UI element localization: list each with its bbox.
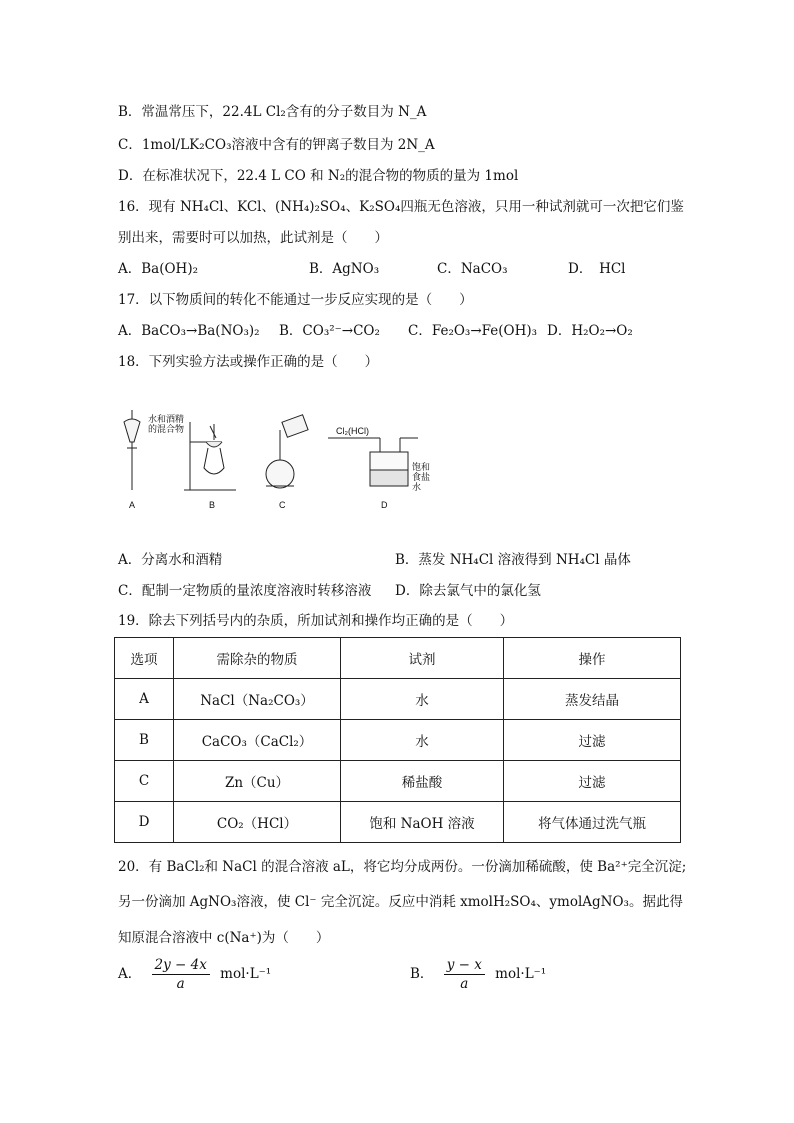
fraction-denominator: a	[460, 976, 469, 992]
q15-option-c: C．1mol/LK₂CO₃溶液中含有的钾离子数目为 2N_A	[118, 137, 435, 153]
option-b-unit: mol·L⁻¹	[495, 966, 547, 982]
q18-option-d: D．除去氯气中的氯化氢	[395, 583, 541, 599]
header-cell: 选项	[115, 638, 174, 679]
table-cell: NaCl（Na₂CO₃）	[174, 679, 341, 720]
gas-wash-bottle	[328, 438, 418, 486]
table-row	[115, 761, 681, 802]
fraction-denominator: a	[176, 976, 185, 992]
header-cell: 需除杂的物质	[174, 638, 341, 679]
evaporation-stand	[184, 422, 236, 490]
option-b-label: B．	[410, 966, 434, 982]
table-cell: Zn（Cu）	[174, 761, 341, 802]
fraction-numerator: y − x	[444, 956, 485, 975]
q19-stem: 19．除去下列括号内的杂质，所加试剂和操作均正确的是（ ）	[118, 613, 514, 629]
q20-stem-line2: 另一份滴加 AgNO₃溶液，使 Cl⁻ 完全沉淀。反应中消耗 xmolH₂SO₄、ymolAgNO₃。据此得	[118, 894, 683, 910]
table-cell: 过滤	[504, 720, 681, 761]
option-b-fraction	[444, 956, 485, 993]
q16-option-d: D． HCl	[568, 261, 626, 277]
table-cell: 稀盐酸	[341, 761, 504, 802]
table-cell: 将气体通过洗气瓶	[504, 802, 681, 843]
q16-option-b: B．AgNO₃	[309, 261, 380, 277]
q16-option-c: C．NaCO₃	[437, 261, 508, 277]
q18-option-c: C．配制一定物质的量浓度溶液时转移溶液	[118, 583, 372, 599]
table-row	[115, 802, 681, 843]
table-row	[115, 720, 681, 761]
table-cell: 蒸发结晶	[504, 679, 681, 720]
option-a-label: A．	[118, 966, 142, 982]
table-cell: A	[115, 679, 174, 720]
q18-apparatus-figure	[118, 408, 458, 516]
q20-option-a	[118, 956, 271, 993]
figure-d-liquid-note: 饱和食盐水	[412, 462, 431, 492]
q18-stem: 18．下列实验方法或操作正确的是（ ）	[118, 354, 379, 370]
q20-stem-line3: 知原混合溶液中 c(Na⁺)为（ ）	[118, 930, 330, 946]
figure-a-note: 水和酒精的混合物	[148, 414, 185, 434]
table-cell: CO₂（HCl）	[174, 802, 341, 843]
figure-label-d: D	[381, 500, 388, 510]
q16-stem-line2: 别出来，需要时可以加热，此试剂是（ ）	[118, 230, 388, 246]
table-header-row	[115, 638, 681, 679]
q17-option-c: C．Fe₂O₃→Fe(OH)₃	[408, 323, 538, 339]
table-cell: 饱和 NaOH 溶液	[341, 802, 504, 843]
option-a-unit: mol·L⁻¹	[220, 966, 272, 982]
q17-option-b: B．CO₃²⁻→CO₂	[279, 323, 380, 339]
q17-option-d: D．H₂O₂→O₂	[547, 323, 633, 339]
table-cell: B	[115, 720, 174, 761]
fraction-numerator: 2y − 4x	[152, 956, 210, 975]
figure-d-gas-note: Cl₂(HCl)	[336, 426, 369, 436]
table-cell: C	[115, 761, 174, 802]
q17-stem: 17．以下物质间的转化不能通过一步反应实现的是（ ）	[118, 292, 473, 308]
q18-option-b: B．蒸发 NH₄Cl 溶液得到 NH₄Cl 晶体	[395, 552, 631, 568]
table-row	[115, 679, 681, 720]
q16-option-a: A．Ba(OH)₂	[118, 261, 199, 277]
option-a-fraction	[152, 956, 210, 993]
table-cell: 过滤	[504, 761, 681, 802]
q19-table	[114, 637, 681, 843]
q20-stem-line1: 20．有 BaCl₂和 NaCl 的混合溶液 aL，将它均分成两份。一份滴加稀硫酸，使 Ba²⁺完全沉淀;	[118, 859, 687, 875]
q20-option-b	[410, 956, 546, 993]
header-cell: 试剂	[341, 638, 504, 679]
q18-option-a: A．分离水和酒精	[118, 552, 223, 568]
figure-label-a: A	[129, 500, 136, 510]
table-cell: 水	[341, 679, 504, 720]
q17-option-a: A．BaCO₃→Ba(NO₃)₂	[118, 323, 260, 339]
table-cell: CaCO₃（CaCl₂）	[174, 720, 341, 761]
table-cell: 水	[341, 720, 504, 761]
q15-option-d: D．在标准状况下，22.4 L CO 和 N₂的混合物的物质的量为 1mol	[118, 168, 519, 184]
volumetric-flask	[266, 415, 308, 488]
header-cell: 操作	[504, 638, 681, 679]
q15-option-b: B．常温常压下，22.4L Cl₂含有的分子数目为 N_A	[118, 104, 427, 120]
figure-label-c: C	[279, 500, 286, 510]
separatory-funnel	[124, 410, 140, 490]
figure-label-b: B	[209, 500, 216, 510]
q16-stem-line1: 16．现有 NH₄Cl、KCl、(NH₄)₂SO₄、K₂SO₄四瓶无色溶液，只用一种试剂就可一次把它们鉴	[118, 199, 684, 215]
table-cell: D	[115, 802, 174, 843]
